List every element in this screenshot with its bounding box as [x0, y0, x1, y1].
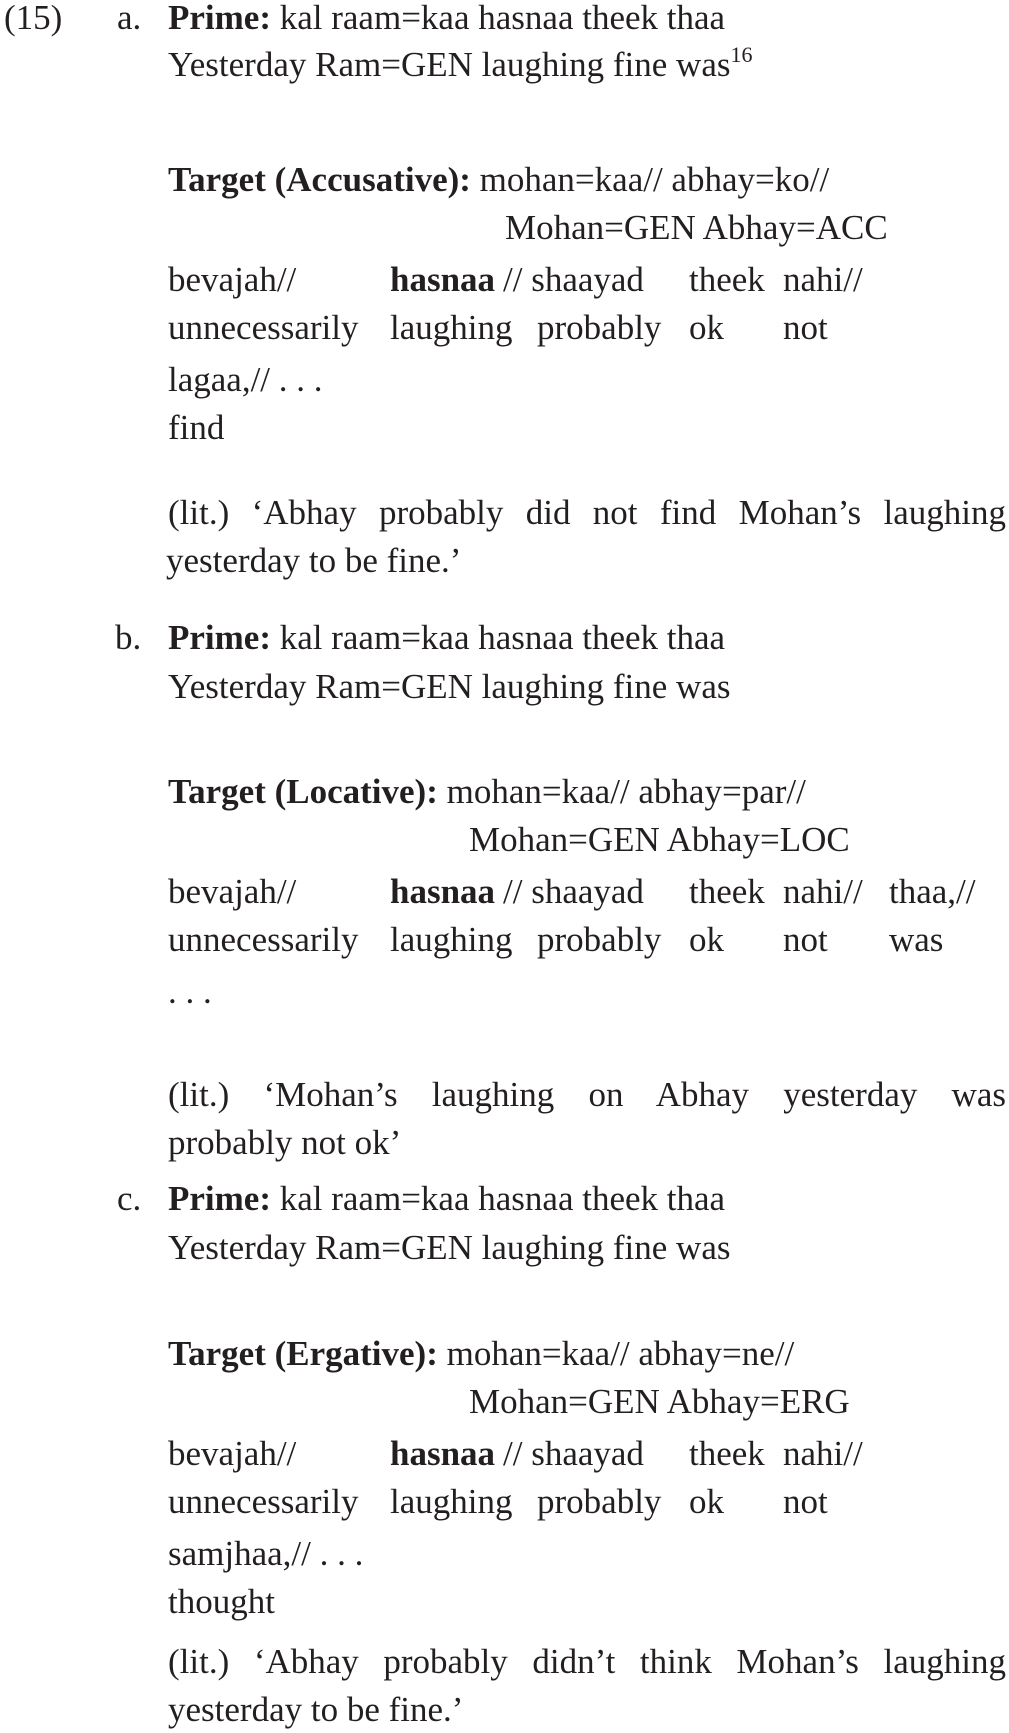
prime-gloss-a: [168, 42, 753, 84]
target-line-b: [168, 774, 806, 809]
interlinear-gloss: probably: [537, 1482, 662, 1521]
target-label: Target (Locative):: [168, 772, 438, 811]
interlinear-gloss: ok: [689, 920, 724, 959]
example-number: (15): [4, 0, 63, 37]
interlinear-gloss: not: [783, 1482, 828, 1521]
interlinear-gloss: laughing: [390, 308, 513, 347]
prime-label: Prime:: [168, 618, 271, 657]
interlinear-gloss: thought: [168, 1582, 275, 1621]
target-words: mohan=kaa// abhay=ne//: [446, 1334, 795, 1373]
interlinear-word: thaa,//: [889, 872, 976, 911]
interlinear-gloss: unnecessarily: [168, 308, 359, 347]
interlinear-word: // shaayad: [503, 1434, 644, 1473]
interlinear-gloss: not: [783, 920, 828, 959]
interlinear-gloss: ok: [689, 1482, 724, 1521]
prime-text: kal raam=kaa hasnaa theek thaa: [279, 618, 726, 657]
interlinear-gloss: unnecessarily: [168, 920, 359, 959]
target-gloss-c: Mohan=GEN Abhay=ERG: [469, 1382, 850, 1421]
prime-line-a: [168, 0, 725, 35]
interlinear-gloss: laughing: [390, 1482, 513, 1521]
interlinear-word: // shaayad: [503, 260, 644, 299]
literal-translation-a: (lit.) ‘Abhay probably did not find Mohan’s laughing: [168, 493, 1006, 532]
literal-translation-b: (lit.) ‘Mohan’s laughing on Abhay yesterday was: [168, 1075, 1006, 1114]
prime-label: Prime:: [168, 0, 271, 37]
prime-gloss-text: Yesterday Ram=GEN laughing fine was: [168, 45, 731, 84]
prime-gloss-b: Yesterday Ram=GEN laughing fine was: [168, 667, 731, 706]
interlinear-word: . . .: [168, 972, 212, 1011]
prime-label: Prime:: [168, 1179, 271, 1218]
target-line-a: [168, 162, 829, 197]
prime-line-c: [168, 1181, 725, 1216]
interlinear-gloss: probably: [537, 308, 662, 347]
interlinear-word: bevajah//: [168, 260, 297, 299]
target-label: Target (Accusative):: [168, 160, 471, 199]
interlinear-word: theek: [689, 260, 765, 299]
interlinear-word: nahi//: [783, 1434, 863, 1473]
interlinear-gloss: not: [783, 308, 828, 347]
target-label: Target (Ergative):: [168, 1334, 438, 1373]
footnote-marker: 16: [730, 42, 753, 67]
item-letter-c: c.: [117, 1179, 142, 1218]
interlinear-word: bevajah//: [168, 1434, 297, 1473]
prime-gloss-c: Yesterday Ram=GEN laughing fine was: [168, 1228, 731, 1267]
item-letter-b: b.: [115, 618, 142, 657]
target-words: mohan=kaa// abhay=par//: [446, 772, 806, 811]
interlinear-word: samjhaa,// . . .: [168, 1534, 364, 1573]
interlinear-gloss: laughing: [390, 920, 513, 959]
prime-line-b: [168, 620, 725, 655]
target-words: mohan=kaa// abhay=ko//: [479, 160, 830, 199]
prime-text: kal raam=kaa hasnaa theek thaa: [279, 0, 726, 37]
interlinear-word: lagaa,// . . .: [168, 360, 323, 399]
target-gloss-a: Mohan=GEN Abhay=ACC: [505, 208, 888, 247]
interlinear-word: nahi//: [783, 872, 863, 911]
interlinear-gloss: unnecessarily: [168, 1482, 359, 1521]
interlinear-word: bevajah//: [168, 872, 297, 911]
interlinear-word: theek: [689, 872, 765, 911]
interlinear-gloss: was: [889, 920, 944, 959]
literal-translation-c: (lit.) ‘Abhay probably didn’t think Mohan’s laughing: [168, 1642, 1006, 1681]
target-gloss-b: Mohan=GEN Abhay=LOC: [469, 820, 850, 859]
literal-translation-c-line2: yesterday to be fine.’: [168, 1690, 464, 1729]
interlinear-gloss: ok: [689, 308, 724, 347]
interlinear-word: // shaayad: [503, 872, 644, 911]
interlinear-gloss: find: [168, 408, 225, 447]
target-line-c: [168, 1336, 794, 1371]
interlinear-word: nahi//: [783, 260, 863, 299]
prime-text: kal raam=kaa hasnaa theek thaa: [279, 1179, 726, 1218]
interlinear-word-bold: hasnaa: [390, 1434, 496, 1473]
literal-translation-b-line2: probably not ok’: [168, 1123, 402, 1162]
interlinear-word-bold: hasnaa: [390, 260, 496, 299]
interlinear-word-bold: hasnaa: [390, 872, 496, 911]
interlinear-gloss: probably: [537, 920, 662, 959]
interlinear-word: theek: [689, 1434, 765, 1473]
literal-translation-a-line2: yesterday to be fine.’: [166, 541, 462, 580]
item-letter-a: a.: [117, 0, 142, 37]
